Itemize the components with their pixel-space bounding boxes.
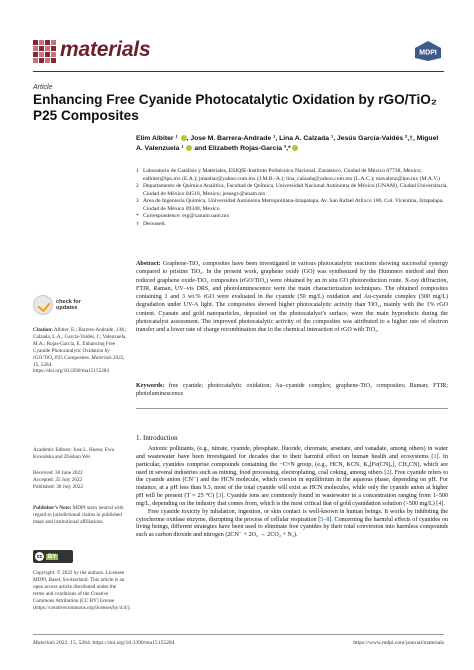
article-title: Enhancing Free Cyanide Photocatalytic Oxidation by rGO/TiO₂ P25 Composites [33, 92, 437, 123]
author-segment: and Elizabeth Rojas-García ³,* [192, 145, 291, 152]
received-date: Received: 30 June 2022 [33, 470, 83, 476]
affiliation-mark: 3 [136, 198, 139, 204]
check-for-updates-badge[interactable] [33, 292, 93, 318]
body-text-span: ]. In particular, cyanides comprise compounds containing the −C≡N group, (e.g., HCN, KCN, K₄[Fe(CN)₆], CH₃CN), which are used in several industries such as mining, food processing, electroplating, coal coking, among others [ [136, 453, 448, 476]
journal-name: materials [60, 38, 151, 61]
article-type: Article [33, 84, 53, 91]
author-segment: , Jose M. Barrera-Andrade ¹, Lina A. Calzada ¹, Jesús García-Valdés ²,†, Miguel A. Valenzuela ¹ [136, 135, 439, 152]
citation-link[interactable]: 5–8 [320, 516, 330, 523]
footer-divider [33, 634, 444, 635]
affiliation-item [136, 198, 448, 213]
body-text-span: ]. [441, 500, 445, 507]
body-text-span: ]. Cyanide ions are commonly found in wastewater in a concentration ranging from 1–500 mg/L, depending on the industry that comes from, which is the most critical that of gold cyanidation solution (>500 mg/L) [ [136, 493, 448, 507]
section-heading: 1. Introduction [136, 434, 178, 442]
keywords [136, 382, 448, 399]
affiliation-mark: * [136, 213, 139, 219]
publisher-note-label: Publisher’s Note: [33, 505, 72, 511]
affiliation-text: Correspondence: erg@xanum.uam.mx [143, 213, 230, 219]
publisher-note-text: MDPI stays neutral with regard to jurisdictional claims in published maps and institutional affiliations. [33, 505, 124, 525]
abstract [136, 260, 448, 335]
affiliation-text: Laboratorio de Catálisis y Materiales, ESIQIE-Instituto Politécnico Nacional, Zacatenco, Ciudad de México 07738, Mexico; ealbiter@ipn.mx (E.A.); jmanbar@yahoo.com.mx (J.M.B.-A.); lina_calzada@yahoo.com.mx (L.A.C.); mavalenz@ipn.mx (M.A.V.) [143, 168, 440, 182]
cc-symbol: cc [36, 553, 43, 560]
check-updates-text [56, 299, 81, 312]
introduction-body [136, 446, 448, 540]
affiliation-item [136, 168, 448, 183]
author-list [136, 134, 446, 154]
footer-doi[interactable]: 2022, 15, 5284. https://doi.org/10.3390/ma15155284 [56, 640, 175, 646]
cc-by-label: BY [48, 553, 57, 560]
academic-editors: Academic Editors: Jose L. Hueso, Ewa Kowalska and Zhishun Wei [33, 447, 115, 460]
affiliations [136, 168, 448, 228]
journal-logo-icon [33, 40, 55, 62]
body-text-span: ]. Free cyanide refers to the cyanide anion (CN⁻) and the HCN molecule, which coexist in equilibrium in the aqueous phase, depending on pH. For instance, at a pH less than 9.3, most of the total cyanide will exist as HCN molecules, while only the cyanide anion at higher pH will be present (T = 25 °C) [ [136, 469, 448, 500]
check-updates-icon [33, 295, 53, 315]
abstract-label: Abstract: [136, 261, 161, 267]
citation-block [33, 327, 128, 375]
body-text-span: Free cyanide toxicity by inhalation, ingestion, or skin contact is well-known in human beings. It works by inhibiting the cytochrome oxidase enzyme, disrupting the process of cellular respiration [ [136, 508, 448, 523]
citation-link[interactable]: 4 [438, 500, 442, 507]
header-divider [33, 71, 444, 72]
publisher-note [33, 505, 128, 526]
citation-journal: Materials [91, 354, 112, 361]
body-paragraph [136, 446, 448, 509]
keywords-divider [136, 408, 448, 409]
citation-text: Albiter, E.; Barrera-Andrade, J.M.; Calzada, L.A.; García-Valdés, J.; Valenzuela, M.A.; Rojas-García, E. Enhancing Free Cyanide Photocatalytic Oxidation by rGO/TiO₂ P25 Composites. [33, 327, 127, 361]
affiliation-item [136, 221, 448, 229]
author-segment: Elim Albiter ¹ [136, 135, 180, 142]
citation-label: Citation: [33, 327, 53, 333]
citation-link[interactable]: 2 [386, 469, 390, 476]
affiliation-text: Deceased. [143, 220, 166, 227]
copyright-notice: Copyright: © 2022 by the authors. Licensee MDPI, Basel, Switzerland. This article is an open access article distributed under the terms and conditions of the Creative Commons Attribution (CC BY) license (https://creativecommons.org/licenses/by/4.0/). [33, 570, 131, 611]
cc-by-license-icon[interactable] [33, 550, 73, 563]
published-date: Published: 30 July 2022 [33, 483, 84, 490]
body-text-span: Anionic pollutants, (e.g., nitrate, cyanide, phosphate, fluoride, chromate, arsenate, and vanadate, among others) in water and wastewater have been investigated for decades due to their harmful effect on human health and ecosystems [ [136, 446, 448, 460]
keywords-label: Keywords: [136, 383, 165, 389]
mdpi-logo-text: MDPI [419, 49, 437, 57]
keywords-text: free cyanide; photocatalytic oxidation; Au–cyanide complex; graphene-TiO₂ composites; Raman; FTIR; photoluminescence [136, 383, 448, 398]
footer-journal-url[interactable]: https://www.mdpi.com/journal/materials [353, 640, 444, 646]
orcid-icon[interactable] [292, 145, 298, 151]
body-paragraph [136, 509, 448, 540]
check-updates-line: updates [56, 305, 78, 311]
affiliation-item [136, 183, 448, 198]
citation-link[interactable]: 3 [218, 493, 222, 500]
affiliation-mark: 2 [136, 183, 139, 189]
affiliation-mark: 1 [136, 168, 139, 174]
check-updates-line: check for [56, 298, 81, 305]
citation-doi[interactable]: 2022, 15, 5284. https://doi.org/10.3390/ma15155284 [33, 354, 125, 375]
accepted-date: Accepted: 25 July 2022 [33, 476, 83, 483]
affiliation-item [136, 213, 448, 221]
affiliation-mark: † [136, 220, 139, 227]
dates-block [33, 470, 128, 491]
citation-link[interactable]: 1 [433, 453, 437, 460]
body-text-span: ]. Concerning the harmful effects of cyanides on living beings, different strategies have been used to eliminate free cyanides by their total conversion into harmless compounds such as carbon dioxide and nitrogen (2CN⁻ + 2O₂ → 2CO₂ + N₂). [136, 516, 448, 539]
mdpi-logo-icon [414, 40, 442, 62]
footer-citation [33, 640, 174, 646]
abstract-text: Graphene-TiO₂ composites have been investigated in various photocatalytic reactions showing successful synergy compared to pristine TiO₂. In the present work, graphene oxide (GO) was synthesized by the Hummers method and then reduced graphene oxide-TiO₂ composites (rGO/TiO₂) were obtained by an in situ GO photoreduction route. X-ray diffraction, FTIR, Raman, UV–vis DRS, and photoluminescence were the main characterization techniques. The obtained composites containing 1 and 3 wt.% rGO were evaluated in the cyanide (50 mg/L) oxidation and Au-cyanide complex (300 mg/L) degradation under UV-A light. The composites showed higher photocatalytic activity than TiO₂, mainly with the 1% rGO content. Cyanate and gold nanoparticles, deposited on the photocatalyst’s surface, were the main byproducts during the photocatalyst assessment. The improved photocatalytic activity of the composites was attributed to a higher rate of electron transfer and a lower rate of charge recombination due to the chemical interaction of rGO with TiO₂. [136, 261, 449, 334]
footer-journal: Materials [33, 640, 55, 646]
affiliation-text: Departamento de Química Analítica, Facultad de Química, Universidad Nacional Autónoma de México (UNAM), Ciudad Universitaria, Ciudad de México 04510, Mexico; jesusgv@unam.mx [143, 183, 448, 197]
affiliation-text: Área de Ingeniería Química, Universidad Autónoma Metropolitana-Iztapalapa, Av. San Rafael Atlixco 186, Col. Vicentina, Iztapalapa, Ciudad de México 09340, Mexico [143, 198, 444, 212]
